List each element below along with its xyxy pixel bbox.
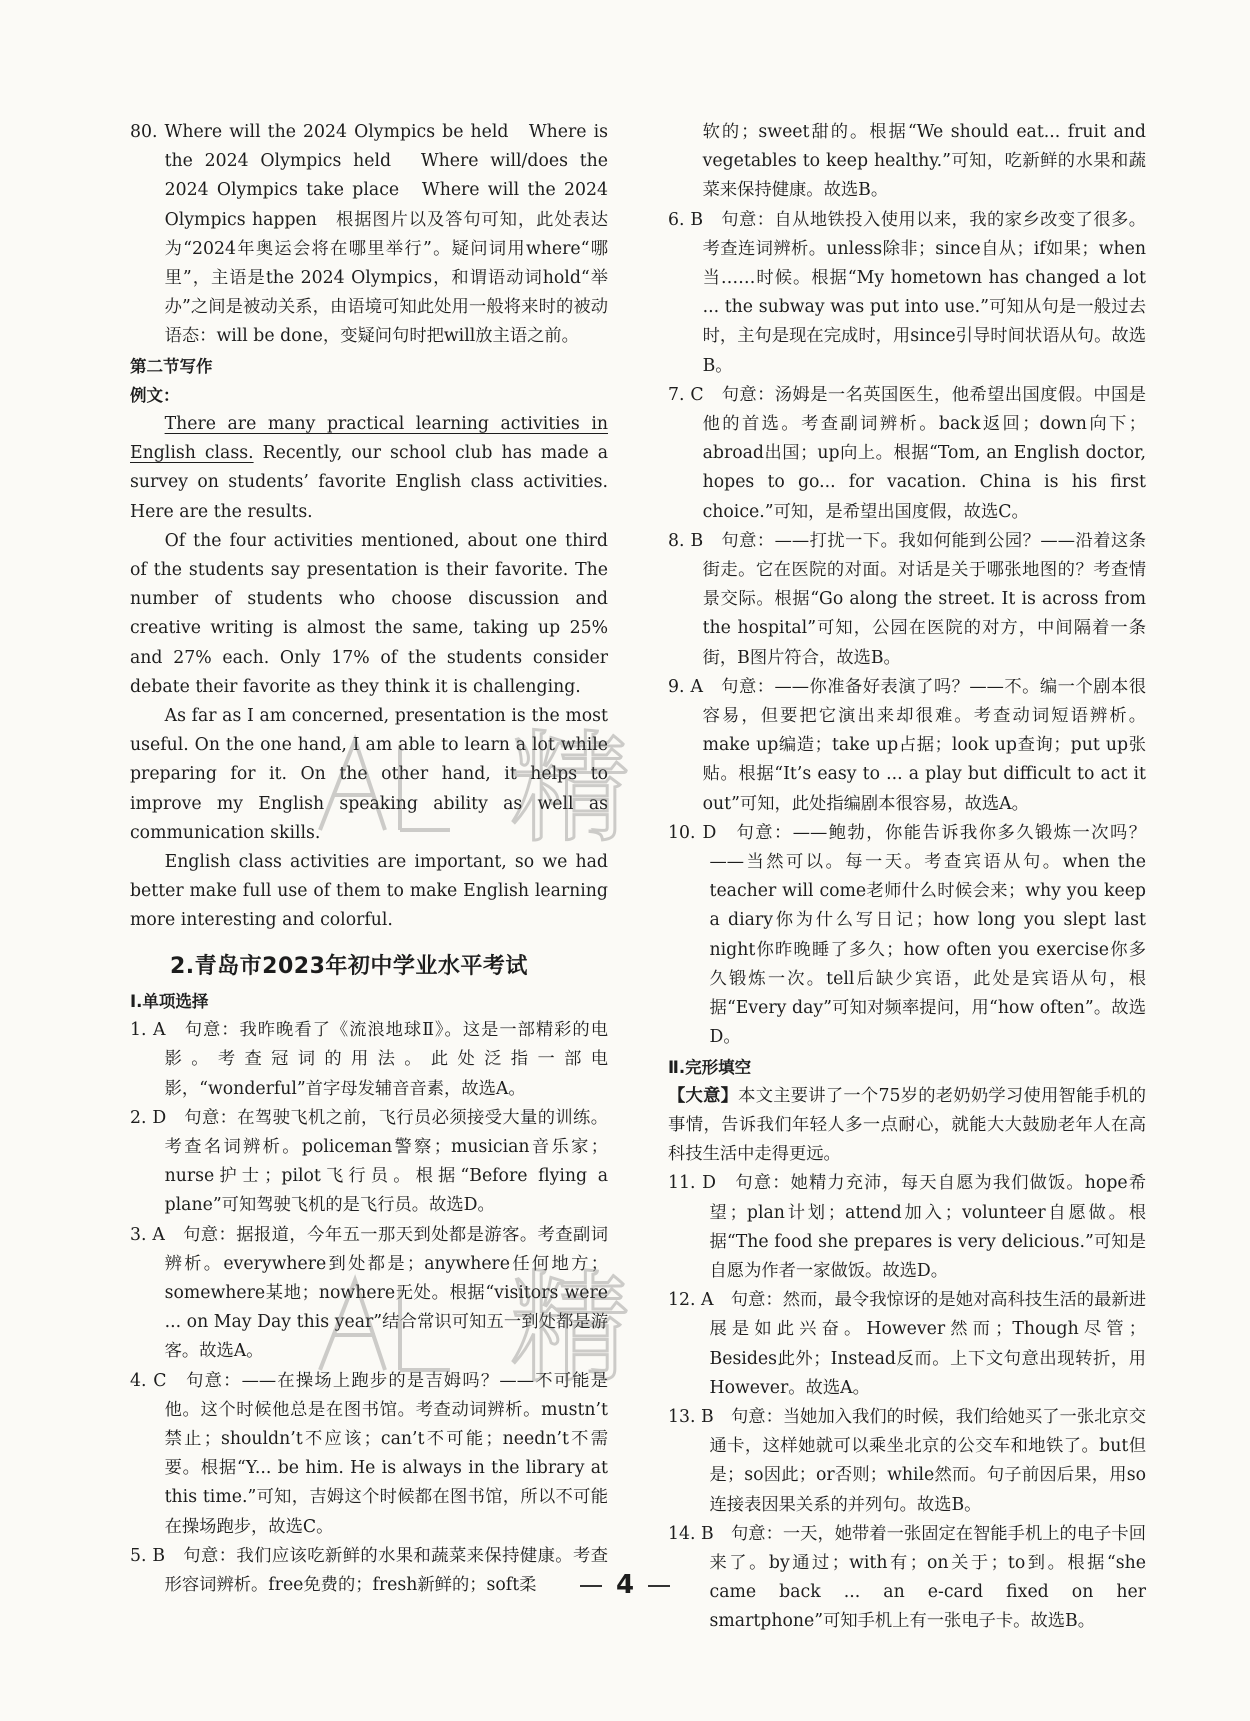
answer-13: 13. B 句意：当她加入我们的时候，我们给她买了一张北京交通卡，这样她就可以乘坐北京的公交车和地铁了。but但是；so因此；or否则；while然而。句子前因后果，用so连接表因果关系的并列句。故选B。: [668, 1406, 1146, 1515]
answer-10: 10. D 句意：——鲍勃，你能告诉我你多久锻炼一次吗？——当然可以。每一天。考查宾语从句。when the teacher will come老师什么时候会来；why you keep a diary你为什么写日记；how long you slept last night你昨晚睡了多久；how often you exercise你多久锻炼一次。tell后缺少宾语，此处是宾语从句，根据“Every day”可知对频率提问，用“how often”。故选D。: [668, 822, 1146, 1048]
footer-dash-left: [580, 1585, 602, 1587]
answer-9: 9. A 句意：——你准备好表演了吗？——不。编一个剧本很容易，但要把它演出来却很难。考查动词短语辨析。make up编造；take up占据；look up查询；put up张贴。根据“It’s easy to ... a play but difficult to act it out”可知，此处指编剧本很容易，故选A。: [668, 676, 1146, 814]
answer-6: 6. B 句意：自从地铁投入使用以来，我的家乡改变了很多。考查连词辨析。unless除非；since自从；if如果；when当……时候。根据“My hometown has changed a lot ... the subway was put into use.”可知从句是一般过去时，主句是现在完成时，用since引导时间状语从句。故选B。: [668, 209, 1146, 376]
answer-14: 14. B 句意：一天，她带着一张固定在智能手机上的电子卡回来了。by通过；with有；on关于；to到。根据“she came back ... an e-card fixed on her smartphone”可知手机上有一张电子卡。故选B。: [668, 1523, 1146, 1632]
answer-4: 4. C 句意：——在操场上跑步的是吉姆吗？——不可能是他。这个时候他总是在图书馆。考查动词辨析。mustn’t禁止；shouldn’t不应该；can’t不可能；needn’t不需要。根据“Y... be him. He is always in the library at this time.”可知，吉姆这个时候都在图书馆，所以不可能在操场跑步，故选C。: [130, 1370, 608, 1537]
answer-3: 3. A 句意：据报道，今年五一那天到处都是游客。考查副词辨析。everywhere到处都是；anywhere任何地方；somewhere某地；nowhere无处。根据“visitors were ... on May Day this year”结合常识可知五一到处都是游客。故选A。: [130, 1224, 608, 1362]
answer-11: 11. D 句意：她精力充沛，每天自愿为我们做饭。hope希望；plan计划；attend加入；volunteer自愿做。根据“The food she prepares is very delicious.”可知是自愿为作者一家做饭。故选D。: [668, 1173, 1146, 1281]
answer-5-continued: 软的；sweet甜的。根据“We should eat... fruit and vegetables to keep healthy.”可知，吃新鲜的水果和蔬菜来保持健康。故选B。: [702, 122, 1146, 201]
right-column: [668, 118, 1146, 1637]
answer-7: 7. C 句意：汤姆是一名英国医生，他希望出国度假。中国是他的首选。考查副词辨析。back返回；down向下；abroad出国；up向上。根据“Tom, an English doctor, hopes to go... for vacation. China is his first choice.”可知，是希望出国度假，故选C。: [668, 384, 1146, 522]
summary: [668, 1082, 1146, 1170]
answer-5: 5. B 句意：我们应该吃新鲜的水果和蔬菜来保持健康。考查形容词辨析。free免费的；fresh新鲜的；soft柔: [130, 1545, 608, 1595]
answer-2: 2. D 句意：在驾驶飞机之前，飞行员必须接受大量的训练。考查名词辨析。policeman警察；musician音乐家；nurse护士；pilot飞行员。根据“Before flying a plane”可知驾驶飞机的是飞行员。故选D。: [130, 1107, 608, 1216]
exam-title: 2.青岛市2023年初中学业水平考试: [170, 953, 528, 979]
page-number: 4: [615, 1570, 635, 1600]
example-label: 例文：: [130, 385, 180, 405]
essay-paragraph-3: As far as I am concerned, presentation is the most useful. On the one hand, I am able to learn a lot while preparing for it. On the other hand, it helps to improve my English speaking ability as well as communication skills.: [130, 706, 608, 843]
answer-12: 12. A 句意：然而，最令我惊讶的是她对高科技生活的最新进展是如此兴奋。However然而；Though尽管；Besides此外；Instead反而。上下文句意出现转折，用However。故选A。: [668, 1290, 1146, 1398]
answer-80: 80. Where will the 2024 Olympics be held Where is the 2024 Olympics held Where will/does the 2024 Olympics take place Where will the 2024 Olympics happen 根据图片以及答句可知，此处表达为“2024年奥运会将在哪里举行”。疑问词用where“哪里”，主语是the 2024 Olympics，和谓语动词hold“举办”之间是被动关系，由语境可知此处用一般将来时的被动语态：will be done，变疑问句时把will放主语之前。: [130, 122, 608, 347]
summary-text: 本文主要讲了一个75岁的老奶奶学习使用智能手机的事情，告诉我们年轻人多一点耐心，就能大大鼓励老年人在高科技生活中走得更远。: [668, 1085, 1146, 1165]
essay-paragraph-2: Of the four activities mentioned, about one third of the students say presentation is their favorite. The number of students who choose discussion and creative writing is almost the same, taking up 25% and 27% each. Only 17% of the students consider debate their favorite as they think it is challenging.: [130, 530, 608, 697]
summary-label: 【大意】: [668, 1085, 739, 1106]
page-footer: [0, 1570, 1250, 1600]
part2-heading: Ⅱ.完形填空: [668, 1057, 752, 1077]
watermark-char: 精: [510, 720, 630, 859]
essay-paragraph-1: [130, 410, 608, 527]
answer-8: 8. B 句意：——打扰一下。我如何能到公园？——沿着这条街走。它在医院的对面。对话是关于哪张地图的？考查情景交际。根据“Go along the street. It is across from the hospital”可知，公园在医院的对方，中间隔着一条街，B图片符合，故选B。: [668, 530, 1146, 668]
part1-heading: Ⅰ.单项选择: [130, 991, 209, 1011]
answer-1: 1. A 句意：我昨晚看了《流浪地球Ⅱ》。这是一部精彩的电影。考查冠词的用法。此处泛指一部电影，“wonderful”首字母发辅音音素，故选A。: [130, 1020, 608, 1099]
essay-intro-rest: Recently, our school club has made a survey on students’ favorite English class activities. Here are the results.: [130, 443, 608, 522]
footer-dash-right: [648, 1585, 670, 1587]
left-column: [130, 118, 608, 1600]
section2-heading: 第二节写作: [130, 356, 213, 376]
essay-intro-underlined: There are many practical learning activities in English class.: [130, 414, 608, 464]
watermark-char: 精: [510, 1260, 630, 1399]
essay-paragraph-4: English class activities are important, so we had better make full use of them to make English learning more interesting and colorful.: [130, 852, 608, 931]
